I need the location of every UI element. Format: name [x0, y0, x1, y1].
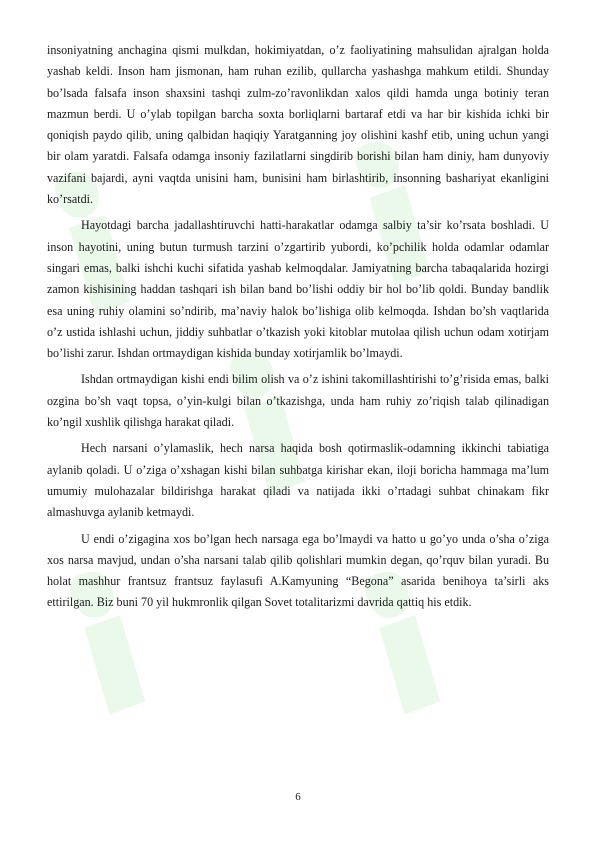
body-text	[47, 40, 549, 619]
paragraph-1: insoniyatning anchagina qismi mulkdan, hokimiyatdan, o’z faoliyatining mahsulidan ajralgan holda yashab keldi. Inson ham jismonan, ham ruhan ezilib, qullarcha yashashga mahkum etildi. Shunday bo’lsada falsafa inson shaxsini tashqi zulm-zo’ravonlikdan xalos qildi hamda unga botiniy teran mazmun berdi. U o’ylab topilgan barcha soxta borliqlarni bartaraf etdi va har bir kishida ichki bir qoniqish paydo qilib, uning qalbidan haqiqiy Yaratganning joy olishini kashf etib, uning uchun yangi bir olam yaratdi. Falsafa odamga insoniy fazilatlarni singdirib borishi bilan ham diniy, ham dunyoviy vazifani bajardi, ayni vaqtda unisini ham, bunisini ham birlashtirib, insonning bashariyat ekanligini ko’rsatdi.	[47, 43, 549, 207]
page-number: 6	[295, 791, 301, 803]
paragraph-2: Hayotdagi barcha jadallashtiruvchi hatti-harakatlar odamga salbiy ta’sir ko’rsata boshladi. U inson hayotini, uning butun turmush tarzini o’zgartirib yubordi, ko’pchilik holda odamlar odamlar singari emas, balki ishchi kuchi sifatida yashab kelmoqdalar. Jamiyatning barcha tabaqalarida hozirgi zamon kishisining haddan tashqari ish bilan band bo’lishi oddiy bir hol bo’lib qoldi. Bunday bandlik esa uning ruhiy olamini so’ndirib, ma’naviy halok bo’lishiga olib kelmoqda. Ishdan bo’sh vaqtlarida o’z ustida ishlashi uchun, jiddiy suhbatlar o’tkazish yoki kitoblar mutolaa qilish uchun odam xotirjam bo’lishi zarur. Ishdan ortmaydigan kishida bunday xotirjamlik bo’lmaydi.	[47, 218, 549, 361]
paragraph-3: Ishdan ortmaydigan kishi endi bilim olish va o’z ishini takomillashtirishi to’g’risida emas, balki ozgina bo’sh vaqt topsa, o’yin-kulgi bilan o’tkazishga, unda ham ruhiy zo’riqish talab qilinadigan ko’ngil xushlik qilishga harakat qiladi.	[47, 372, 549, 430]
paragraph-4: Hech narsani o’ylamaslik, hech narsa haqida bosh qotirmaslik-odamning ikkinchi tabiatiga aylanib qoladi. U o’ziga o’xshagan kishi bilan suhbatga kirishar ekan, iloji boricha hammaga ma’lum umumiy mulohazalar bildirishga harakat qiladi va natijada ikki o’rtadagi suhbat chinakam fikr almashuvga aylanib ketmaydi.	[47, 441, 549, 520]
paragraph-5: U endi o’zigagina xos bo’lgan hech narsaga ega bo’lmaydi va hatto u go’yo unda o’sha o’ziga xos narsa mavjud, undan o’sha narsani talab qilib qolishlari mumkin degan, qo’rquv bilan yuradi. Bu holat mashhur frantsuz frantsuz faylasufi A.Kamyuning “Begona” asarida benihoya ta’sirli aks ettirilgan. Biz buni 70 yil hukmronlik qilgan Sovet totalitarizmi davrida qattiq his etdik.	[47, 531, 549, 610]
